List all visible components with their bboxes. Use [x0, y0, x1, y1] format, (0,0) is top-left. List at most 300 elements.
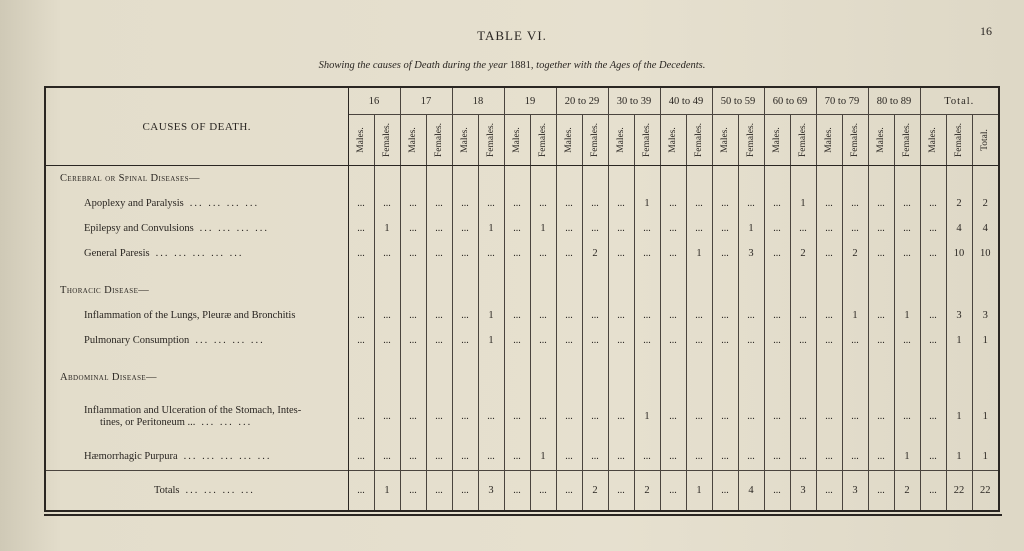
- table-cell: ...: [738, 192, 764, 217]
- males-subheader: [452, 115, 478, 166]
- table-cell: ...: [868, 390, 894, 444]
- empty-cell: [972, 365, 998, 390]
- table-cell: ...: [582, 192, 608, 217]
- cause-label-text: Apoplexy and Paralysis: [84, 198, 184, 210]
- totals-label: [46, 470, 348, 510]
- table-cell: ...: [712, 328, 738, 353]
- table-cell: 3: [790, 470, 816, 510]
- empty-cell: [374, 266, 400, 278]
- mortality-table-frame: [44, 86, 1000, 512]
- table-cell: ...: [608, 328, 634, 353]
- table-cell: ...: [400, 390, 426, 444]
- females-subheader: [478, 115, 504, 166]
- table-cell: ...: [348, 444, 374, 470]
- empty-cell: [426, 365, 452, 390]
- females-subheader-label: Females.: [954, 122, 964, 158]
- table-cell: 10: [946, 241, 972, 266]
- females-subheader: [842, 115, 868, 166]
- table-cell: ...: [634, 216, 660, 241]
- age-group-header: 80 to 89: [868, 88, 920, 115]
- totals-row: [46, 470, 998, 510]
- empty-cell: [816, 266, 842, 278]
- table-cell: 1: [374, 216, 400, 241]
- total-group-header: Total.: [920, 88, 998, 115]
- leader-dots: ... ... ... ... ...: [155, 248, 244, 260]
- table-cell: ...: [660, 328, 686, 353]
- table-cell: ...: [504, 390, 530, 444]
- empty-cell: [712, 353, 738, 365]
- empty-cell: [504, 365, 530, 390]
- table-cell: 1: [894, 303, 920, 328]
- table-cell: ...: [894, 216, 920, 241]
- table-cell: 1: [972, 390, 998, 444]
- empty-cell: [504, 166, 530, 192]
- empty-cell: [946, 365, 972, 390]
- empty-cell: [712, 266, 738, 278]
- table-cell: ...: [842, 216, 868, 241]
- table-cell: ...: [452, 444, 478, 470]
- table-cell: ...: [348, 470, 374, 510]
- females-subheader: [426, 115, 452, 166]
- table-cell: 1: [530, 444, 556, 470]
- leader-dots: ... ... ... ... ...: [183, 451, 272, 463]
- empty-cell: [920, 353, 946, 365]
- empty-cell: [478, 365, 504, 390]
- table-cell: ...: [582, 444, 608, 470]
- table-cell: 2: [946, 192, 972, 217]
- empty-cell: [348, 266, 374, 278]
- table-cell: ...: [556, 390, 582, 444]
- table-cell: 3: [842, 470, 868, 510]
- males-subheader: [348, 115, 374, 166]
- table-cell: ...: [686, 444, 712, 470]
- table-cell: ...: [894, 390, 920, 444]
- table-cell: ...: [452, 390, 478, 444]
- table-cell: ...: [426, 470, 452, 510]
- section-heading: Thoracic Disease—: [46, 278, 348, 303]
- table-cell: 2: [842, 241, 868, 266]
- age-group-header: 50 to 59: [712, 88, 764, 115]
- empty-cell: [972, 166, 998, 192]
- empty-cell: [764, 266, 790, 278]
- males-subheader-label: Males.: [408, 127, 418, 153]
- males-subheader-label: Males.: [928, 127, 938, 153]
- table-cell: ...: [712, 241, 738, 266]
- leader-dots: ... ... ...: [201, 416, 253, 428]
- table-cell: ...: [738, 328, 764, 353]
- table-cell: ...: [400, 303, 426, 328]
- table-cell: ...: [608, 390, 634, 444]
- empty-cell: [868, 278, 894, 303]
- table-cell: ...: [894, 192, 920, 217]
- table-cell: ...: [400, 328, 426, 353]
- age-group-header: 18: [452, 88, 504, 115]
- empty-cell: [738, 166, 764, 192]
- empty-cell: [868, 266, 894, 278]
- males-subheader-label: Males.: [720, 127, 730, 153]
- empty-cell: [478, 266, 504, 278]
- table-cell: ...: [634, 328, 660, 353]
- table-cell: ...: [634, 241, 660, 266]
- empty-cell: [764, 278, 790, 303]
- table-cell: 2: [634, 470, 660, 510]
- table-cell: ...: [868, 192, 894, 217]
- table-cell: ...: [400, 470, 426, 510]
- table-cell: ...: [374, 241, 400, 266]
- table-cell: ...: [374, 444, 400, 470]
- table-cell: ...: [452, 241, 478, 266]
- table-cell: ...: [868, 444, 894, 470]
- empty-cell: [452, 266, 478, 278]
- empty-cell: [790, 166, 816, 192]
- empty-cell: [530, 353, 556, 365]
- empty-cell: [686, 278, 712, 303]
- table-cell: 1: [842, 303, 868, 328]
- females-subheader: [894, 115, 920, 166]
- table-cell: ...: [816, 444, 842, 470]
- table-cell: ...: [790, 303, 816, 328]
- empty-cell: [504, 278, 530, 303]
- table-cell: 1: [478, 216, 504, 241]
- table-cell: ...: [478, 192, 504, 217]
- females-subheader: [946, 115, 972, 166]
- table-cell: 1: [634, 390, 660, 444]
- empty-cell: [452, 278, 478, 303]
- empty-cell: [530, 266, 556, 278]
- empty-cell: [738, 353, 764, 365]
- cause-label: [46, 216, 348, 241]
- females-subheader-label: Females.: [798, 122, 808, 158]
- table-cell: 3: [478, 470, 504, 510]
- empty-cell: [530, 365, 556, 390]
- spacer-cell: [46, 353, 348, 365]
- empty-cell: [920, 278, 946, 303]
- total-subheader-label: Total.: [980, 129, 991, 151]
- table-cell: ...: [712, 303, 738, 328]
- table-cell: ...: [348, 241, 374, 266]
- females-subheader-label: Females.: [694, 122, 704, 158]
- empty-cell: [738, 365, 764, 390]
- table-cell: ...: [426, 241, 452, 266]
- table-cell: 2: [582, 470, 608, 510]
- table-cell: ...: [634, 303, 660, 328]
- empty-cell: [556, 365, 582, 390]
- table-cell: ...: [764, 470, 790, 510]
- empty-cell: [426, 266, 452, 278]
- age-group-header: 19: [504, 88, 556, 115]
- empty-cell: [608, 278, 634, 303]
- empty-cell: [660, 365, 686, 390]
- table-cell: ...: [530, 390, 556, 444]
- section-row: [46, 278, 998, 303]
- table-cell: ...: [868, 216, 894, 241]
- table-row: [46, 444, 998, 470]
- empty-cell: [582, 278, 608, 303]
- table-cell: ...: [920, 328, 946, 353]
- table-cell: ...: [556, 444, 582, 470]
- table-cell: ...: [504, 241, 530, 266]
- table-cell: ...: [790, 216, 816, 241]
- table-cell: ...: [608, 303, 634, 328]
- causes-header: CAUSES OF DEATH.: [46, 88, 348, 166]
- empty-cell: [894, 266, 920, 278]
- table-row: [46, 241, 998, 266]
- table-cell: 1: [686, 241, 712, 266]
- table-cell: ...: [660, 192, 686, 217]
- table-row: [46, 328, 998, 353]
- table-cell: ...: [556, 192, 582, 217]
- empty-cell: [530, 166, 556, 192]
- males-subheader-label: Males.: [564, 127, 574, 153]
- table-cell: 2: [582, 241, 608, 266]
- table-cell: ...: [426, 216, 452, 241]
- empty-cell: [634, 353, 660, 365]
- empty-cell: [582, 353, 608, 365]
- table-title: TABLE VI.: [477, 28, 547, 43]
- table-cell: ...: [686, 328, 712, 353]
- empty-cell: [608, 353, 634, 365]
- females-subheader-label: Females.: [434, 122, 444, 158]
- cause-label-text: Hæmorrhagic Purpura: [84, 451, 178, 463]
- table-cell: ...: [686, 216, 712, 241]
- empty-cell: [764, 166, 790, 192]
- empty-cell: [686, 266, 712, 278]
- empty-cell: [920, 266, 946, 278]
- empty-cell: [868, 166, 894, 192]
- table-cell: ...: [764, 390, 790, 444]
- empty-cell: [426, 353, 452, 365]
- total-subheader: [972, 115, 998, 166]
- table-cell: ...: [842, 444, 868, 470]
- empty-cell: [556, 353, 582, 365]
- table-cell: ...: [504, 216, 530, 241]
- table-cell: ...: [660, 444, 686, 470]
- table-cell: ...: [842, 328, 868, 353]
- table-cell: ...: [348, 390, 374, 444]
- age-group-header: 17: [400, 88, 452, 115]
- table-cell: 1: [972, 328, 998, 353]
- empty-cell: [374, 365, 400, 390]
- leader-dots: ... ... ... ...: [199, 223, 270, 235]
- males-subheader-label: Males.: [616, 127, 626, 153]
- table-cell: ...: [582, 328, 608, 353]
- table-cell: ...: [816, 303, 842, 328]
- males-subheader: [816, 115, 842, 166]
- females-subheader-label: Females.: [382, 122, 392, 158]
- table-cell: ...: [738, 444, 764, 470]
- table-cell: ...: [582, 216, 608, 241]
- table-cell: 3: [946, 303, 972, 328]
- table-cell: 1: [946, 328, 972, 353]
- males-subheader: [556, 115, 582, 166]
- subtitle-text-post: , together with the Ages of the Decedents.: [530, 60, 706, 71]
- empty-cell: [816, 166, 842, 192]
- table-cell: ...: [816, 241, 842, 266]
- males-subheader: [868, 115, 894, 166]
- leader-dots: ... ... ... ...: [195, 334, 265, 346]
- table-cell: ...: [504, 303, 530, 328]
- empty-cell: [712, 365, 738, 390]
- section-row: [46, 365, 998, 390]
- table-cell: ...: [712, 216, 738, 241]
- table-cell: 1: [478, 303, 504, 328]
- table-cell: ...: [374, 328, 400, 353]
- table-cell: 10: [972, 241, 998, 266]
- table-cell: ...: [712, 390, 738, 444]
- empty-cell: [894, 353, 920, 365]
- empty-cell: [426, 166, 452, 192]
- cause-label: [46, 390, 348, 444]
- empty-cell: [842, 266, 868, 278]
- empty-cell: [764, 353, 790, 365]
- empty-cell: [504, 353, 530, 365]
- table-cell: ...: [348, 303, 374, 328]
- empty-cell: [400, 266, 426, 278]
- males-subheader: [608, 115, 634, 166]
- table-cell: ...: [894, 241, 920, 266]
- table-cell: 1: [790, 192, 816, 217]
- empty-cell: [348, 353, 374, 365]
- table-cell: ...: [530, 241, 556, 266]
- empty-cell: [816, 278, 842, 303]
- section-row: [46, 166, 998, 192]
- cause-label-text: tines, or Peritoneum ...: [100, 416, 196, 428]
- cause-label-text: Epilepsy and Convulsions: [84, 223, 194, 235]
- table-cell: ...: [374, 192, 400, 217]
- empty-cell: [894, 278, 920, 303]
- spacer-cell: [46, 266, 348, 278]
- table-cell: ...: [712, 192, 738, 217]
- table-cell: ...: [920, 470, 946, 510]
- empty-cell: [686, 166, 712, 192]
- age-group-header: 20 to 29: [556, 88, 608, 115]
- page-number: 16: [980, 24, 992, 38]
- females-subheader-label: Females.: [746, 122, 756, 158]
- table-cell: ...: [920, 303, 946, 328]
- cause-label: [46, 328, 348, 353]
- table-cell: ...: [452, 303, 478, 328]
- table-cell: ...: [764, 328, 790, 353]
- table-cell: ...: [712, 470, 738, 510]
- table-cell: ...: [608, 470, 634, 510]
- empty-cell: [582, 266, 608, 278]
- table-cell: 22: [972, 470, 998, 510]
- table-cell: 1: [686, 470, 712, 510]
- table-cell: ...: [790, 390, 816, 444]
- empty-cell: [790, 266, 816, 278]
- empty-cell: [816, 365, 842, 390]
- males-subheader: [920, 115, 946, 166]
- empty-cell: [608, 365, 634, 390]
- table-cell: ...: [452, 216, 478, 241]
- spacer-row: [46, 266, 998, 278]
- empty-cell: [608, 266, 634, 278]
- table-cell: ...: [530, 470, 556, 510]
- table-cell: ...: [374, 390, 400, 444]
- table-cell: ...: [426, 192, 452, 217]
- table-cell: ...: [816, 470, 842, 510]
- table-cell: ...: [400, 216, 426, 241]
- table-cell: ...: [790, 328, 816, 353]
- empty-cell: [764, 365, 790, 390]
- table-cell: 3: [972, 303, 998, 328]
- males-subheader-label: Males.: [668, 127, 678, 153]
- subtitle-year: 1881: [509, 60, 531, 71]
- empty-cell: [894, 365, 920, 390]
- empty-cell: [660, 166, 686, 192]
- table-cell: 4: [972, 216, 998, 241]
- empty-cell: [972, 266, 998, 278]
- females-subheader: [686, 115, 712, 166]
- males-subheader-label: Males.: [460, 127, 470, 153]
- table-cell: ...: [348, 216, 374, 241]
- empty-cell: [374, 278, 400, 303]
- age-group-header: 60 to 69: [764, 88, 816, 115]
- empty-cell: [348, 166, 374, 192]
- table-cell: ...: [582, 390, 608, 444]
- table-cell: ...: [764, 216, 790, 241]
- table-row: [46, 303, 998, 328]
- table-cell: 1: [894, 444, 920, 470]
- table-cell: ...: [790, 444, 816, 470]
- table-cell: ...: [868, 303, 894, 328]
- table-cell: ...: [556, 216, 582, 241]
- table-cell: ...: [426, 303, 452, 328]
- table-cell: ...: [452, 192, 478, 217]
- table-cell: ...: [868, 470, 894, 510]
- table-cell: ...: [478, 444, 504, 470]
- section-heading: Abdominal Disease—: [46, 365, 348, 390]
- cause-label-line: [84, 417, 348, 429]
- table-cell: ...: [348, 328, 374, 353]
- females-subheader-label: Females.: [486, 122, 496, 158]
- females-subheader-label: Females.: [902, 122, 912, 158]
- table-cell: ...: [920, 444, 946, 470]
- leader-dots: ... ... ... ...: [189, 198, 260, 210]
- age-group-header: 40 to 49: [660, 88, 712, 115]
- empty-cell: [452, 365, 478, 390]
- empty-cell: [400, 353, 426, 365]
- males-subheader: [660, 115, 686, 166]
- table-cell: ...: [608, 444, 634, 470]
- males-subheader-label: Males.: [824, 127, 834, 153]
- table-cell: ...: [556, 328, 582, 353]
- females-subheader-label: Females.: [590, 122, 600, 158]
- table-cell: ...: [660, 390, 686, 444]
- empty-cell: [972, 353, 998, 365]
- empty-cell: [426, 278, 452, 303]
- table-cell: 1: [634, 192, 660, 217]
- section-heading: Cerebral or Spinal Diseases—: [46, 166, 348, 192]
- empty-cell: [634, 266, 660, 278]
- table-cell: 2: [790, 241, 816, 266]
- cause-label: [46, 444, 348, 470]
- empty-cell: [842, 353, 868, 365]
- table-cell: ...: [608, 216, 634, 241]
- table-cell: 1: [374, 470, 400, 510]
- table-cell: ...: [504, 444, 530, 470]
- age-group-header: 30 to 39: [608, 88, 660, 115]
- empty-cell: [556, 266, 582, 278]
- empty-cell: [634, 365, 660, 390]
- empty-cell: [686, 353, 712, 365]
- empty-cell: [920, 365, 946, 390]
- males-subheader: [712, 115, 738, 166]
- table-cell: ...: [426, 328, 452, 353]
- males-subheader: [400, 115, 426, 166]
- table-row: [46, 216, 998, 241]
- table-cell: ...: [426, 444, 452, 470]
